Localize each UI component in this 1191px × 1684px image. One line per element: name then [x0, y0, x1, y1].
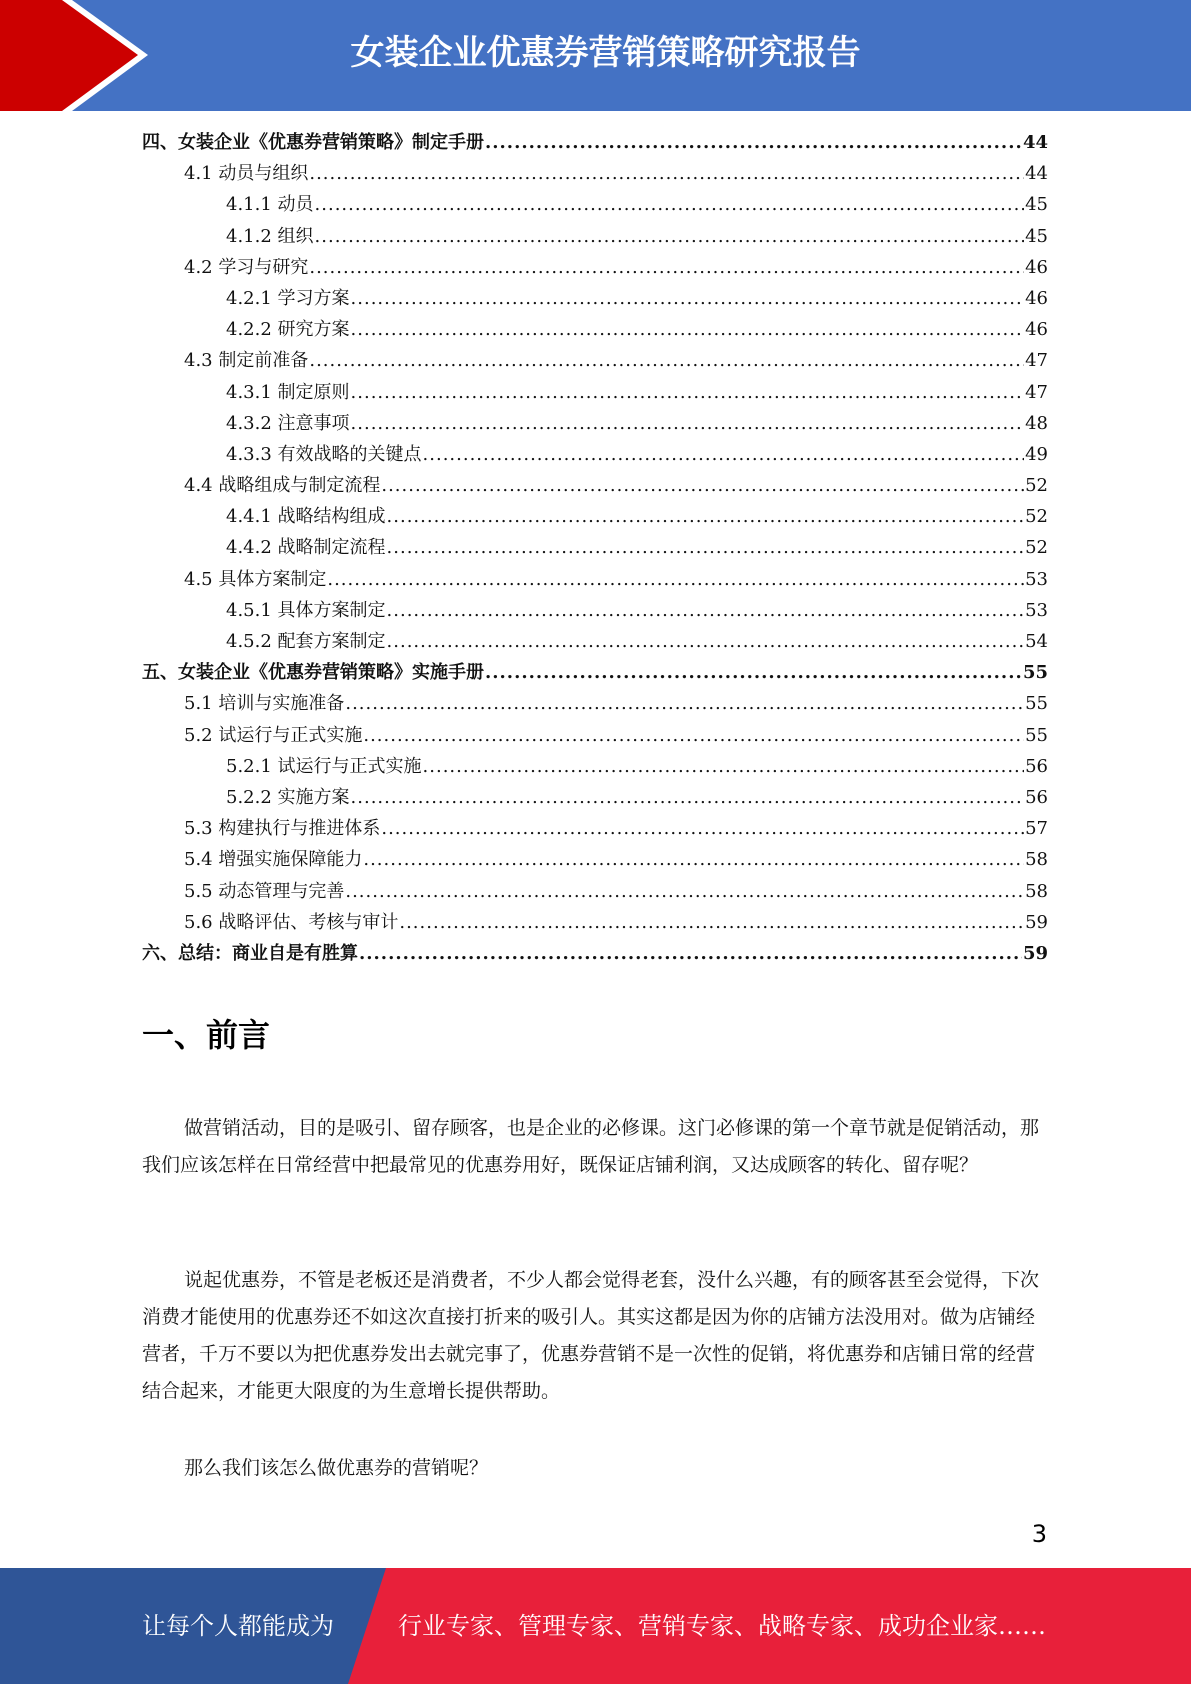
toc-entry-page: 57 [1025, 818, 1048, 840]
toc-dot-leader [309, 163, 1024, 184]
toc-entry[interactable] [142, 627, 1048, 658]
toc-entry-label: 4.2.2 研究方案 [226, 319, 350, 341]
toc-entry[interactable] [142, 190, 1048, 221]
toc-entry-page: 59 [1022, 942, 1048, 964]
toc-entry-page: 47 [1025, 350, 1048, 372]
toc-dot-leader [485, 662, 1022, 683]
toc-entry-page: 49 [1025, 443, 1048, 465]
toc-entry[interactable] [142, 346, 1048, 377]
toc-entry-page: 58 [1025, 880, 1048, 902]
toc-entry[interactable] [142, 471, 1048, 502]
toc-entry-label: 4.5 具体方案制定 [184, 568, 327, 590]
toc-dot-leader [381, 475, 1024, 496]
toc-entry-page: 44 [1022, 132, 1048, 153]
toc-entry-label: 5.3 构建执行与推进体系 [184, 818, 381, 840]
toc-entry[interactable] [142, 814, 1048, 845]
toc-entry-page: 52 [1025, 475, 1048, 497]
paragraph-3: 那么我们该怎么做优惠券的营销呢？ [184, 1457, 489, 1479]
toc-entry[interactable] [142, 315, 1048, 346]
toc-entry-label: 5.1 培训与实施准备 [184, 693, 345, 715]
toc-dot-leader [387, 537, 1025, 558]
toc-entry[interactable] [142, 939, 1048, 970]
toc-entry-label: 4.3 制定前准备 [184, 350, 309, 372]
toc-entry-label: 六、总结：商业自是有胜算 [142, 942, 358, 964]
toc-entry-label: 4.5.1 具体方案制定 [226, 599, 386, 621]
toc-entry[interactable] [142, 284, 1048, 315]
toc-dot-leader [423, 444, 1025, 465]
toc-dot-leader [309, 257, 1024, 278]
toc-entry-label: 5.2.2 实施方案 [226, 786, 350, 808]
toc-entry-page: 46 [1025, 256, 1048, 278]
toc-dot-leader [363, 849, 1024, 870]
toc-entry[interactable] [142, 783, 1048, 814]
toc-entry-label: 5.6 战略评估、考核与审计 [184, 911, 399, 933]
toc-entry-page: 54 [1025, 631, 1048, 652]
toc-entry-label: 5.2 试运行与正式实施 [184, 724, 363, 746]
toc-entry-page: 48 [1025, 412, 1048, 434]
paragraph-2: 说起优惠券，不管是老板还是消费者，不少人都会觉得老套，没什么兴趣，有的顾客甚至会觉得，下次消费才能使用的优惠券还不如这次直接打折来的吸引人。其实这都是因为你的店铺方法没用对。做为店铺经营者，千万不要以为把优惠券发出去就完事了，优惠券营销不是一次性的促销，将优惠券和店铺日常的经营结合起来，才能更大限度的为生意增长提供帮助。 [142, 1269, 1040, 1402]
toc-entry-page: 55 [1025, 693, 1048, 715]
toc-entry-label: 4.4.2 战略制定流程 [226, 537, 386, 559]
toc-dot-leader [381, 818, 1024, 839]
toc-entry-label: 5.2.1 试运行与正式实施 [226, 755, 422, 777]
toc-entry-page: 55 [1025, 724, 1048, 746]
toc-dot-leader [351, 787, 1025, 808]
toc-entry-label: 4.3.3 有效战略的关键点 [226, 443, 422, 465]
toc-entry[interactable] [142, 253, 1048, 284]
toc-dot-leader [345, 881, 1024, 902]
header-band [0, 0, 1191, 111]
toc-entry-label: 4.1.2 组织 [226, 225, 314, 247]
toc-entry[interactable] [142, 908, 1048, 939]
toc-entry-label: 5.5 动态管理与完善 [184, 880, 345, 902]
toc-entry-page: 59 [1025, 911, 1048, 933]
section-heading: 一、前言 [142, 1016, 271, 1054]
toc-entry-label: 4.3.1 制定原则 [226, 381, 350, 403]
document-title: 女装企业优惠券营销策略研究报告 [350, 33, 861, 73]
toc-entry-page: 56 [1025, 755, 1048, 777]
toc-entry-page: 52 [1025, 537, 1048, 559]
toc-entry-label: 4.2.1 学习方案 [226, 287, 350, 309]
toc-entry-page: 55 [1022, 662, 1048, 684]
toc-entry[interactable] [142, 845, 1048, 876]
toc-entry[interactable] [142, 565, 1048, 596]
toc-dot-leader [327, 569, 1024, 590]
toc-entry-label: 5.4 增强实施保障能力 [184, 849, 363, 871]
toc-dot-leader [309, 350, 1024, 371]
toc-dot-leader [351, 382, 1025, 403]
toc-entry[interactable] [142, 596, 1048, 627]
toc-dot-leader [387, 631, 1025, 652]
toc-entry[interactable] [142, 409, 1048, 440]
toc-entry-label: 4.1 动员与组织 [184, 163, 309, 185]
toc-entry[interactable] [142, 222, 1048, 253]
toc-entry[interactable] [142, 378, 1048, 409]
toc-entry-label: 4.4.1 战略结构组成 [226, 506, 386, 528]
toc-dot-leader [315, 226, 1025, 247]
toc-entry[interactable] [142, 689, 1048, 720]
toc-entry[interactable] [142, 658, 1048, 689]
toc-entry-label: 4.3.2 注意事项 [226, 412, 350, 434]
footer-slogan-right: 行业专家、管理专家、营销专家、战略专家、成功企业家…… [398, 1612, 1046, 1640]
toc-dot-leader [351, 319, 1025, 340]
toc-dot-leader [351, 413, 1025, 434]
toc-entry-page: 46 [1025, 287, 1048, 309]
toc-entry[interactable] [142, 159, 1048, 190]
toc-entry-page: 45 [1025, 194, 1048, 216]
toc-entry-page: 52 [1025, 506, 1048, 528]
toc-entry-page: 53 [1025, 568, 1048, 590]
toc-entry[interactable] [142, 502, 1048, 533]
toc-dot-leader [359, 943, 1022, 964]
toc-entry-page: 58 [1025, 849, 1048, 871]
toc-entry-page: 46 [1025, 319, 1048, 341]
toc-entry-label: 4.4 战略组成与制定流程 [184, 475, 381, 497]
toc-entry-label: 五、女装企业《优惠券营销策略》实施手册 [142, 662, 484, 684]
toc-entry-page: 53 [1025, 599, 1048, 621]
toc-entry[interactable] [142, 752, 1048, 783]
toc-entry[interactable] [142, 877, 1048, 908]
toc-entry[interactable] [142, 721, 1048, 752]
table-of-contents [142, 128, 1048, 970]
toc-dot-leader [399, 912, 1024, 933]
footer-band [0, 1568, 1191, 1684]
paragraph-1: 做营销活动，目的是吸引、留存顾客，也是企业的必修课。这门必修课的第一个章节就是促销活动，那我们应该怎样在日常经营中把最常见的优惠券用好，既保证店铺利润，又达成顾客的转化、留存呢？ [142, 1117, 1040, 1176]
toc-dot-leader [485, 132, 1022, 153]
toc-dot-leader [387, 506, 1025, 527]
page-number: 3 [1031, 1520, 1047, 1548]
toc-dot-leader [363, 725, 1024, 746]
toc-entry-page: 44 [1025, 163, 1048, 185]
toc-entry-label: 4.2 学习与研究 [184, 256, 309, 278]
toc-dot-leader [387, 600, 1025, 621]
toc-dot-leader [315, 194, 1025, 215]
toc-entry-label: 4.5.2 配套方案制定 [226, 631, 386, 652]
toc-dot-leader [423, 756, 1025, 777]
toc-entry-page: 56 [1025, 786, 1048, 808]
toc-dot-leader [345, 693, 1024, 714]
toc-entry-page: 47 [1025, 381, 1048, 403]
toc-entry-page: 45 [1025, 225, 1048, 247]
toc-entry[interactable] [142, 128, 1048, 159]
toc-entry-label: 4.1.1 动员 [226, 194, 314, 216]
toc-entry[interactable] [142, 533, 1048, 564]
toc-entry-label: 四、女装企业《优惠券营销策略》制定手册 [142, 132, 484, 153]
toc-dot-leader [351, 288, 1025, 309]
footer-slogan-left: 让每个人都能成为 [142, 1612, 334, 1640]
toc-entry[interactable] [142, 440, 1048, 471]
